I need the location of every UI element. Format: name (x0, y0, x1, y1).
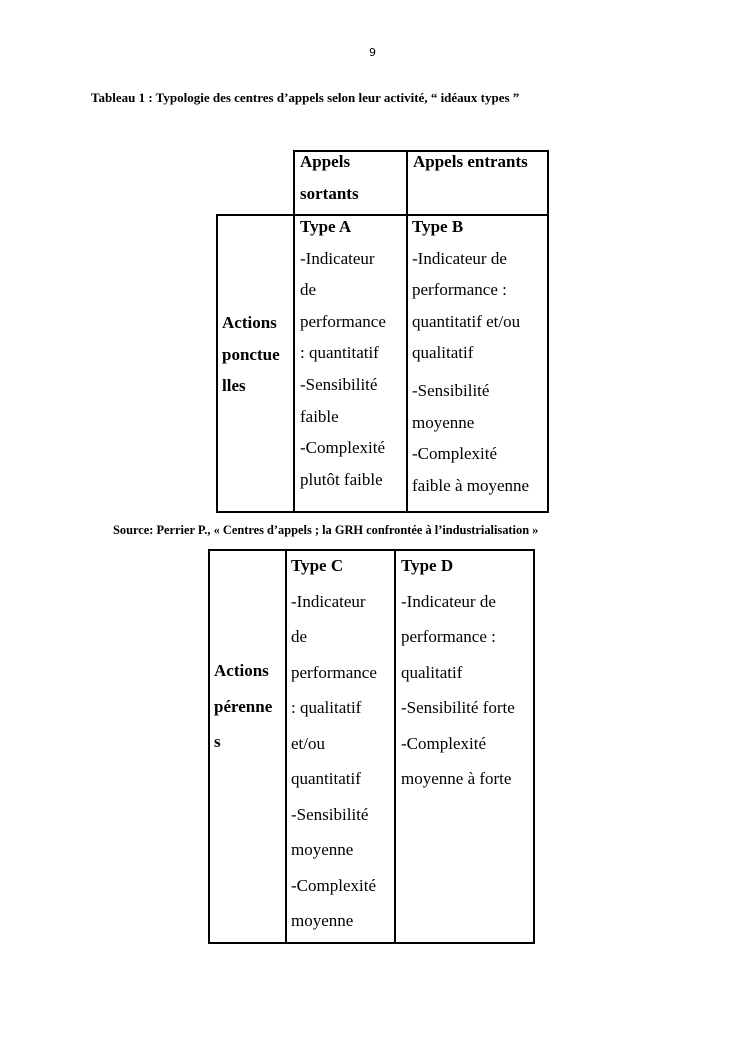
cell-line: -Complexité (401, 733, 486, 753)
column-header-appels-sortants (300, 146, 404, 209)
row-label-line: pérenne (214, 696, 273, 716)
cell-line: performance (291, 662, 377, 682)
table-caption: Tableau 1 : Typologie des centres d’appels selon leur activité, “ idéaux types ” (91, 90, 520, 105)
cell-line: performance : (401, 627, 496, 646)
row-label-line: Actions (214, 661, 269, 680)
cell-line: quantitatif (291, 769, 361, 788)
cell-line: de (300, 280, 317, 300)
row-label-actions-ponctuelles (222, 307, 292, 402)
column-header-appels-entrants (413, 146, 545, 178)
row-label-line: lles (222, 376, 246, 396)
cell-type-a (300, 211, 404, 495)
table-border (533, 549, 535, 943)
header-line: Appels entrants (413, 152, 528, 171)
cell-line: de (291, 627, 308, 646)
cell-line: -Indicateur de (401, 591, 496, 611)
cell-type-title: Type D (401, 556, 454, 575)
row-label-line: ponctue (222, 344, 280, 364)
cell-line: -Complexité (300, 438, 385, 458)
table-border (216, 214, 218, 512)
cell-line: moyenne (291, 840, 354, 859)
cell-line: et/ou (291, 733, 325, 753)
cell-line: -Sensibilité forte (401, 698, 515, 717)
cell-type-d (401, 548, 531, 797)
source-citation: Source: Perrier P., « Centres d’appels ; la GRH confrontée à l’industrialisation » (113, 523, 539, 537)
cell-line: plutôt faible (300, 469, 383, 489)
cell-line: : quantitatif (300, 343, 379, 363)
row-label-actions-perennes (214, 653, 284, 760)
table-border (394, 549, 396, 943)
cell-line: quantitatif et/ou (412, 311, 521, 331)
table-border (216, 511, 549, 513)
cell-line: -Complexité (291, 875, 376, 895)
cell-line: moyenne (291, 911, 354, 930)
cell-line: -Complexité (412, 444, 497, 464)
cell-type-title: Type A (300, 217, 352, 236)
table-border (285, 549, 287, 943)
cell-line: qualitatif (401, 662, 463, 682)
cell-line: moyenne à forte (401, 769, 512, 788)
cell-line: moyenne (412, 412, 475, 432)
cell-line: : qualitatif (291, 698, 362, 717)
row-label-line: Actions (222, 313, 277, 332)
cell-line: performance (300, 311, 386, 331)
cell-line: -Sensibilité (412, 380, 490, 400)
cell-line: -Indicateur (300, 248, 375, 268)
cell-line: -Indicateur de (412, 248, 507, 268)
cell-type-title: Type B (412, 217, 464, 236)
header-line: sortants (300, 183, 359, 203)
header-line: Appels (300, 152, 351, 171)
cell-type-c (291, 548, 392, 939)
table-border (293, 150, 295, 512)
cell-line: performance : (412, 280, 507, 300)
table-border (208, 549, 210, 943)
page-number: 9 (369, 46, 376, 59)
table-border (406, 150, 408, 512)
cell-line: qualitatif (412, 343, 474, 363)
cell-line: -Sensibilité (291, 804, 369, 824)
cell-type-title: Type C (291, 556, 344, 575)
row-label-line: s (214, 732, 221, 751)
table-border (547, 150, 549, 512)
cell-line: faible (300, 406, 339, 426)
cell-line: -Indicateur (291, 591, 366, 611)
cell-line: -Sensibilité (300, 374, 378, 394)
cell-line: faible à moyenne (412, 475, 530, 495)
cell-type-b (412, 211, 543, 501)
table-border (208, 942, 535, 944)
